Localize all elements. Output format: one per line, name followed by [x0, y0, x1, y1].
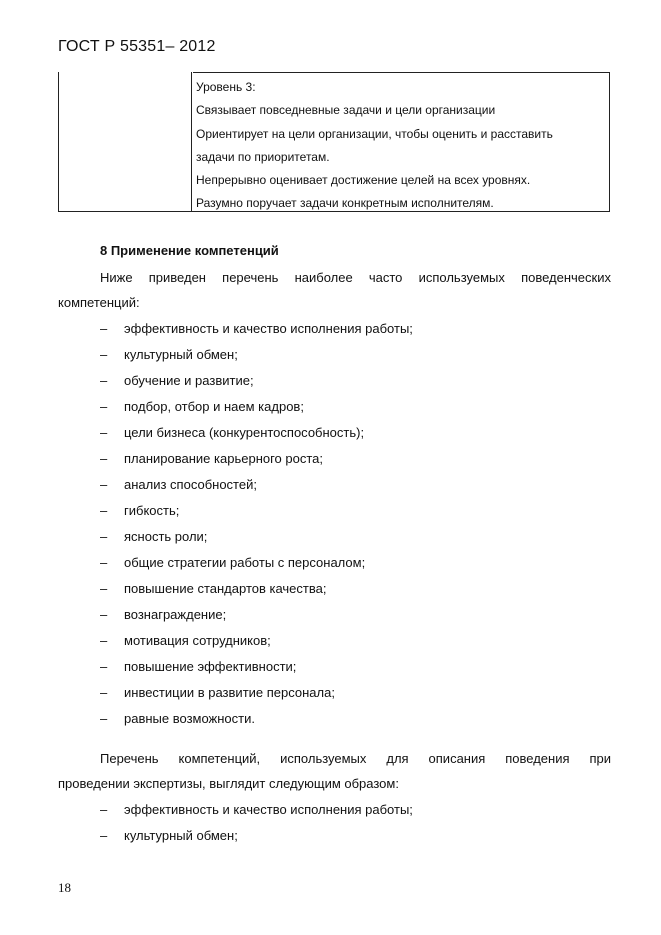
intro-word: наиболее [294, 270, 353, 285]
list-item-text: обучение и развитие; [124, 373, 254, 388]
list-dash: – [100, 373, 108, 388]
list-item [100, 316, 413, 342]
list-dash: – [100, 802, 108, 817]
table-left-cell [58, 72, 192, 212]
list-dash: – [100, 399, 108, 414]
list-item [100, 498, 413, 524]
list-item-text: общие стратегии работы с персоналом; [124, 555, 366, 570]
list-item [100, 446, 413, 472]
table-line: задачи по приоритетам. [196, 149, 330, 164]
expertise-list [100, 797, 413, 849]
list-dash: – [100, 711, 108, 726]
list-item [100, 472, 413, 498]
competency-table [58, 72, 610, 212]
list-item [100, 797, 413, 823]
second-paragraph [58, 747, 611, 796]
intro-word: приведен [148, 270, 206, 285]
para2-end: проведении экспертизы, выглядит следующим образом: [58, 775, 399, 791]
list-dash: – [100, 607, 108, 622]
page-number: 18 [58, 880, 71, 895]
list-item-text: повышение эффективности; [124, 659, 297, 674]
list-item-text: ясность роли; [124, 529, 208, 544]
competency-list [100, 316, 413, 732]
list-item-text: культурный обмен; [124, 828, 238, 843]
intro-word: часто [368, 270, 403, 285]
list-item [100, 368, 413, 394]
table-line: Уровень 3: [196, 80, 256, 94]
table-line: Разумно поручает задачи конкретным исполнителям. [196, 196, 494, 211]
list-dash: – [100, 425, 108, 440]
list-item-text: повышение стандартов качества; [124, 581, 327, 596]
list-item [100, 420, 413, 446]
list-dash: – [100, 503, 108, 518]
list-item-text: инвестиции в развитие персонала; [124, 685, 335, 700]
list-dash: – [100, 633, 108, 648]
list-dash: – [100, 581, 108, 596]
document-header: ГОСТ Р 55351– 2012 [58, 38, 216, 55]
list-dash: – [100, 451, 108, 466]
para2-word: для [386, 751, 409, 766]
list-item-text: вознаграждение; [124, 607, 227, 622]
para2-word: используемых [280, 751, 367, 766]
intro-word: Ниже [100, 270, 133, 285]
list-item-text: анализ способностей; [124, 477, 257, 492]
table-line: Непрерывно оценивает достижение целей на всех уровнях. [196, 173, 531, 188]
table-right-cell [193, 72, 609, 212]
list-item-text: равные возможности. [124, 711, 255, 726]
list-dash: – [100, 828, 108, 843]
list-item [100, 628, 413, 654]
list-dash: – [100, 555, 108, 570]
list-dash: – [100, 347, 108, 362]
list-item-text: гибкость; [124, 503, 180, 518]
intro-end: компетенций: [58, 294, 140, 310]
list-item [100, 823, 413, 849]
table-line: Ориентирует на цели организации, чтобы оценить и расставить [196, 126, 553, 141]
list-item-text: цели бизнеса (конкурентоспособность); [124, 425, 365, 440]
list-item-text: планирование карьерного роста; [124, 451, 324, 466]
list-item [100, 680, 413, 706]
para2-word: поведения [505, 751, 570, 766]
list-dash: – [100, 321, 108, 336]
list-dash: – [100, 477, 108, 492]
list-item-text: культурный обмен; [124, 347, 238, 362]
table-line: Связывает повседневные задачи и цели организации [196, 103, 496, 118]
para2-word: компетенций, [178, 751, 261, 766]
list-item-text: подбор, отбор и наем кадров; [124, 399, 304, 414]
para2-word: при [589, 751, 611, 766]
list-item [100, 550, 413, 576]
list-dash: – [100, 529, 108, 544]
para2-word: описания [428, 751, 486, 766]
list-item [100, 602, 413, 628]
list-item-text: эффективность и качество исполнения работы; [124, 802, 413, 817]
list-item [100, 706, 413, 732]
list-item [100, 576, 413, 602]
intro-word: поведенческих [521, 270, 611, 285]
intro-paragraph [58, 266, 611, 315]
list-item [100, 654, 413, 680]
para2-word: Перечень [100, 751, 159, 766]
list-dash: – [100, 685, 108, 700]
section-heading: 8 Применение компетенций [100, 243, 279, 258]
list-item [100, 394, 413, 420]
list-item-text: мотивация сотрудников; [124, 633, 271, 648]
list-item [100, 524, 413, 550]
list-dash: – [100, 659, 108, 674]
list-item-text: эффективность и качество исполнения работы; [124, 321, 413, 336]
intro-word: используемых [418, 270, 505, 285]
intro-word: перечень [222, 270, 279, 285]
list-item [100, 342, 413, 368]
